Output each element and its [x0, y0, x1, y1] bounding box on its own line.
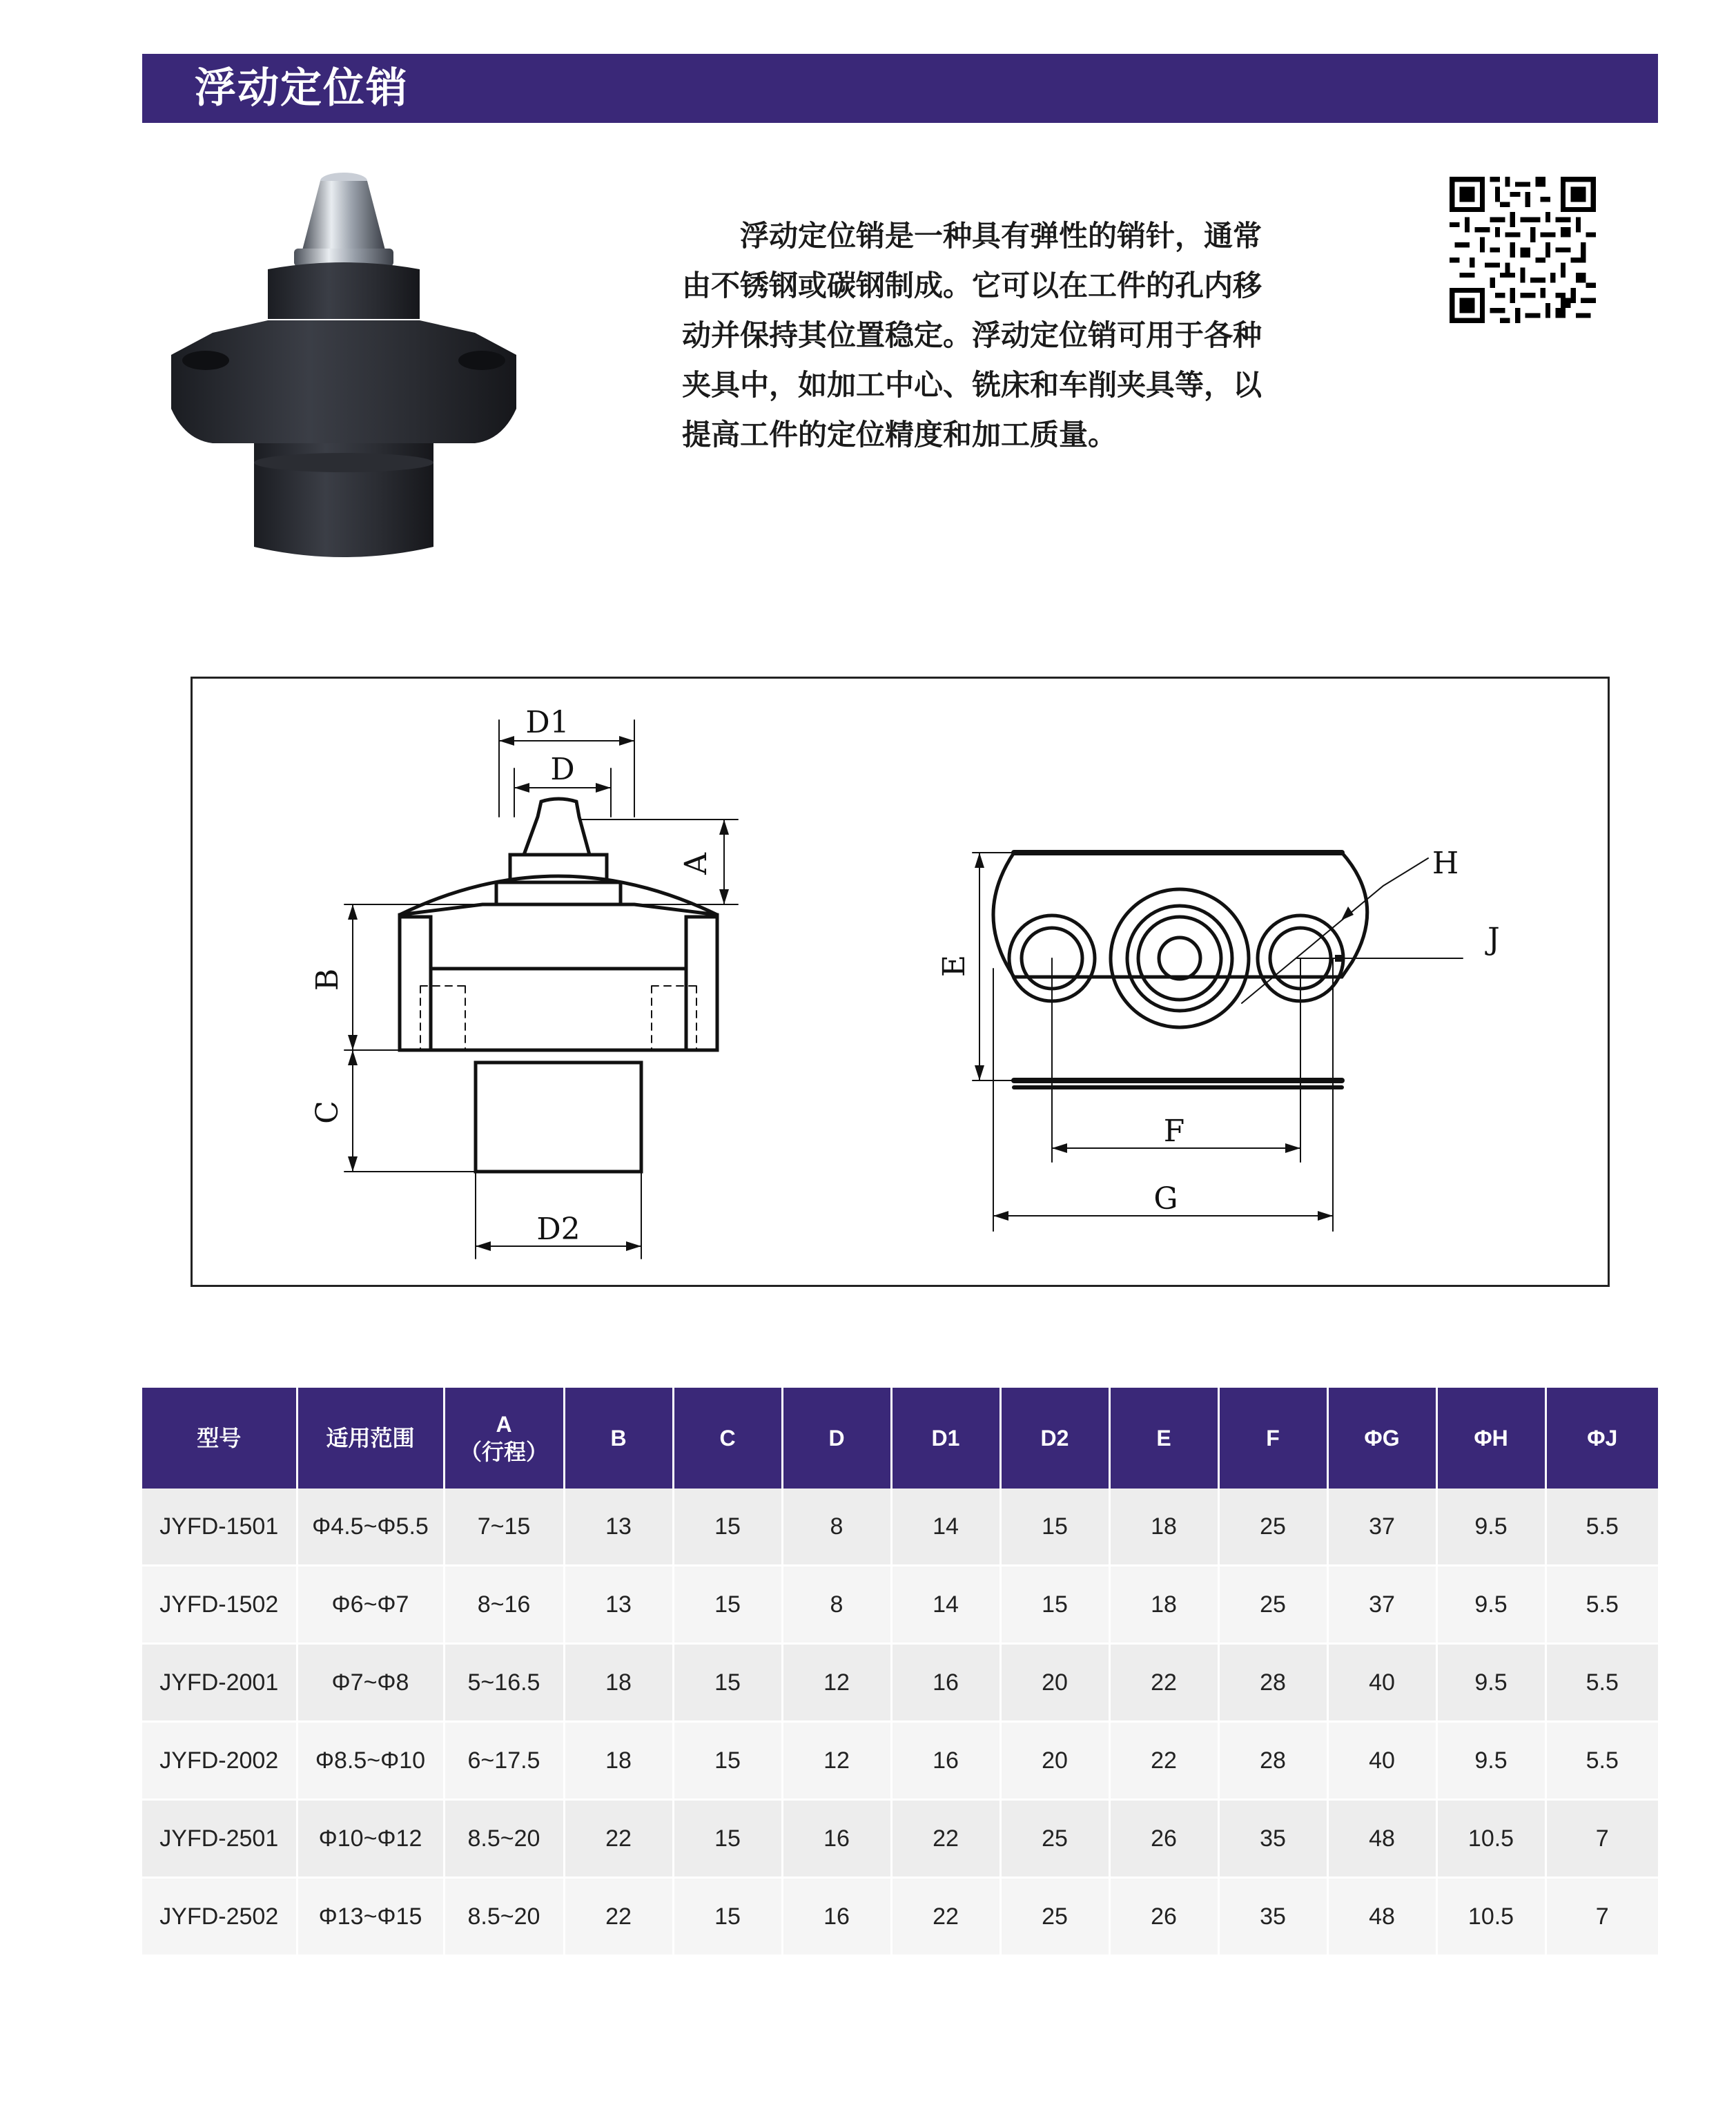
product-description: [682, 211, 1276, 460]
table-cell: Φ8.5~Φ10: [297, 1722, 444, 1800]
table-cell: 8.5~20: [444, 1800, 564, 1878]
table-header-row: [142, 1388, 1658, 1489]
table-cell: 16: [891, 1722, 1000, 1800]
table-cell: 20: [1000, 1722, 1109, 1800]
table-cell: 40: [1327, 1722, 1436, 1800]
table-cell: 10.5: [1436, 1878, 1545, 1956]
table-cell: 6~17.5: [444, 1722, 564, 1800]
header-d1: D1: [891, 1388, 1000, 1489]
table-cell: JYFD-1501: [142, 1489, 297, 1566]
table-cell: 12: [782, 1722, 891, 1800]
table-cell: 22: [1109, 1722, 1218, 1800]
table-cell: Φ4.5~Φ5.5: [297, 1489, 444, 1566]
table-cell: 25: [1000, 1800, 1109, 1878]
label-h: H: [1432, 846, 1459, 881]
table-cell: 7: [1545, 1800, 1658, 1878]
label-f: F: [1163, 1114, 1185, 1149]
table-cell: 48: [1327, 1800, 1436, 1878]
description-text: 浮动定位销是一种具有弹性的销针，通常由不锈钢或碳钢制成。它可以在工件的孔内移动并保持其位置稳定。浮动定位销可用于各种夹具中，如加工中心、铣床和车削夹具等，以提高工件的定位精度和加工质量。: [682, 219, 1262, 452]
label-e: E: [937, 954, 972, 978]
label-g: G: [1153, 1181, 1178, 1216]
table-cell: 16: [782, 1878, 891, 1956]
table-cell: JYFD-1502: [142, 1566, 297, 1644]
table-cell: 7~15: [444, 1489, 564, 1566]
table-cell: 8~16: [444, 1566, 564, 1644]
table-row: [142, 1644, 1658, 1722]
table-row: [142, 1489, 1658, 1566]
table-cell: 12: [782, 1644, 891, 1722]
table-cell: 25: [1000, 1878, 1109, 1956]
header-model: 型号: [142, 1388, 297, 1489]
table-cell: 8.5~20: [444, 1878, 564, 1956]
table-cell: 8: [782, 1566, 891, 1644]
table-cell: 22: [1109, 1644, 1218, 1722]
table-cell: 25: [1218, 1566, 1327, 1644]
table-cell: 13: [564, 1566, 673, 1644]
table-cell: 7: [1545, 1878, 1658, 1956]
table-cell: 5.5: [1545, 1566, 1658, 1644]
table-cell: JYFD-2002: [142, 1722, 297, 1800]
label-c: C: [310, 1101, 345, 1124]
title-bar: [142, 54, 1658, 123]
header-a-sub: （行程）: [459, 1439, 548, 1464]
header-g: ΦG: [1327, 1388, 1436, 1489]
table-cell: 9.5: [1436, 1644, 1545, 1722]
table-cell: 5~16.5: [444, 1644, 564, 1722]
header-b: B: [564, 1388, 673, 1489]
table-cell: 9.5: [1436, 1566, 1545, 1644]
table-cell: 25: [1218, 1489, 1327, 1566]
table-cell: 35: [1218, 1800, 1327, 1878]
table-cell: 14: [891, 1566, 1000, 1644]
table-cell: 15: [1000, 1566, 1109, 1644]
table-cell: 22: [564, 1878, 673, 1956]
qr-code-icon: [1450, 177, 1596, 323]
table-cell: 13: [564, 1489, 673, 1566]
table-row: [142, 1878, 1658, 1956]
spec-table: [142, 1388, 1658, 1957]
table-cell: 20: [1000, 1644, 1109, 1722]
table-cell: 15: [673, 1800, 782, 1878]
table-cell: 15: [673, 1878, 782, 1956]
header-c: C: [673, 1388, 782, 1489]
header-j: ΦJ: [1545, 1388, 1658, 1489]
table-cell: Φ13~Φ15: [297, 1878, 444, 1956]
header-d: D: [782, 1388, 891, 1489]
table-cell: 15: [673, 1489, 782, 1566]
table-cell: 35: [1218, 1878, 1327, 1956]
table-cell: 8: [782, 1489, 891, 1566]
table-cell: 15: [673, 1566, 782, 1644]
table-cell: 16: [891, 1644, 1000, 1722]
table-cell: 37: [1327, 1566, 1436, 1644]
header-a-label: A: [496, 1412, 512, 1437]
table-cell: 26: [1109, 1800, 1218, 1878]
table-cell: JYFD-2501: [142, 1800, 297, 1878]
label-d1: D1: [525, 705, 569, 740]
table-row: [142, 1722, 1658, 1800]
table-cell: 9.5: [1436, 1722, 1545, 1800]
product-photo: [157, 160, 530, 568]
header-f: F: [1218, 1388, 1327, 1489]
table-cell: 15: [673, 1644, 782, 1722]
header-d2: D2: [1000, 1388, 1109, 1489]
table-cell: 28: [1218, 1722, 1327, 1800]
table-cell: Φ10~Φ12: [297, 1800, 444, 1878]
table-cell: 15: [673, 1722, 782, 1800]
table-cell: 5.5: [1545, 1489, 1658, 1566]
table-cell: 18: [1109, 1489, 1218, 1566]
table-cell: 28: [1218, 1644, 1327, 1722]
table-row: [142, 1800, 1658, 1878]
table-cell: 18: [564, 1722, 673, 1800]
table-cell: 15: [1000, 1489, 1109, 1566]
header-a: [444, 1388, 564, 1489]
header-h: ΦH: [1436, 1388, 1545, 1489]
label-a: A: [679, 853, 714, 875]
table-cell: 18: [564, 1644, 673, 1722]
table-cell: 22: [891, 1878, 1000, 1956]
table-cell: 22: [891, 1800, 1000, 1878]
table-cell: 5.5: [1545, 1722, 1658, 1800]
table-cell: 5.5: [1545, 1644, 1658, 1722]
table-cell: 26: [1109, 1878, 1218, 1956]
table-cell: 9.5: [1436, 1489, 1545, 1566]
table-cell: 16: [782, 1800, 891, 1878]
table-cell: 18: [1109, 1566, 1218, 1644]
table-row: [142, 1566, 1658, 1644]
table-cell: 40: [1327, 1644, 1436, 1722]
table-cell: 48: [1327, 1878, 1436, 1956]
table-cell: Φ7~Φ8: [297, 1644, 444, 1722]
table-cell: 22: [564, 1800, 673, 1878]
table-cell: 37: [1327, 1489, 1436, 1566]
technical-drawing: [191, 677, 1610, 1287]
drawing-canvas: [193, 679, 1608, 1285]
table-cell: Φ6~Φ7: [297, 1566, 444, 1644]
table-cell: JYFD-2502: [142, 1878, 297, 1956]
header-range: 适用范围: [297, 1388, 444, 1489]
label-d: D: [550, 752, 575, 787]
table-cell: 10.5: [1436, 1800, 1545, 1878]
label-j: J: [1488, 922, 1500, 957]
page-title: 浮动定位销: [195, 64, 409, 113]
label-b: B: [310, 968, 345, 991]
table-cell: JYFD-2001: [142, 1644, 297, 1722]
label-d2: D2: [536, 1212, 581, 1247]
header-e: E: [1109, 1388, 1218, 1489]
table-cell: 14: [891, 1489, 1000, 1566]
